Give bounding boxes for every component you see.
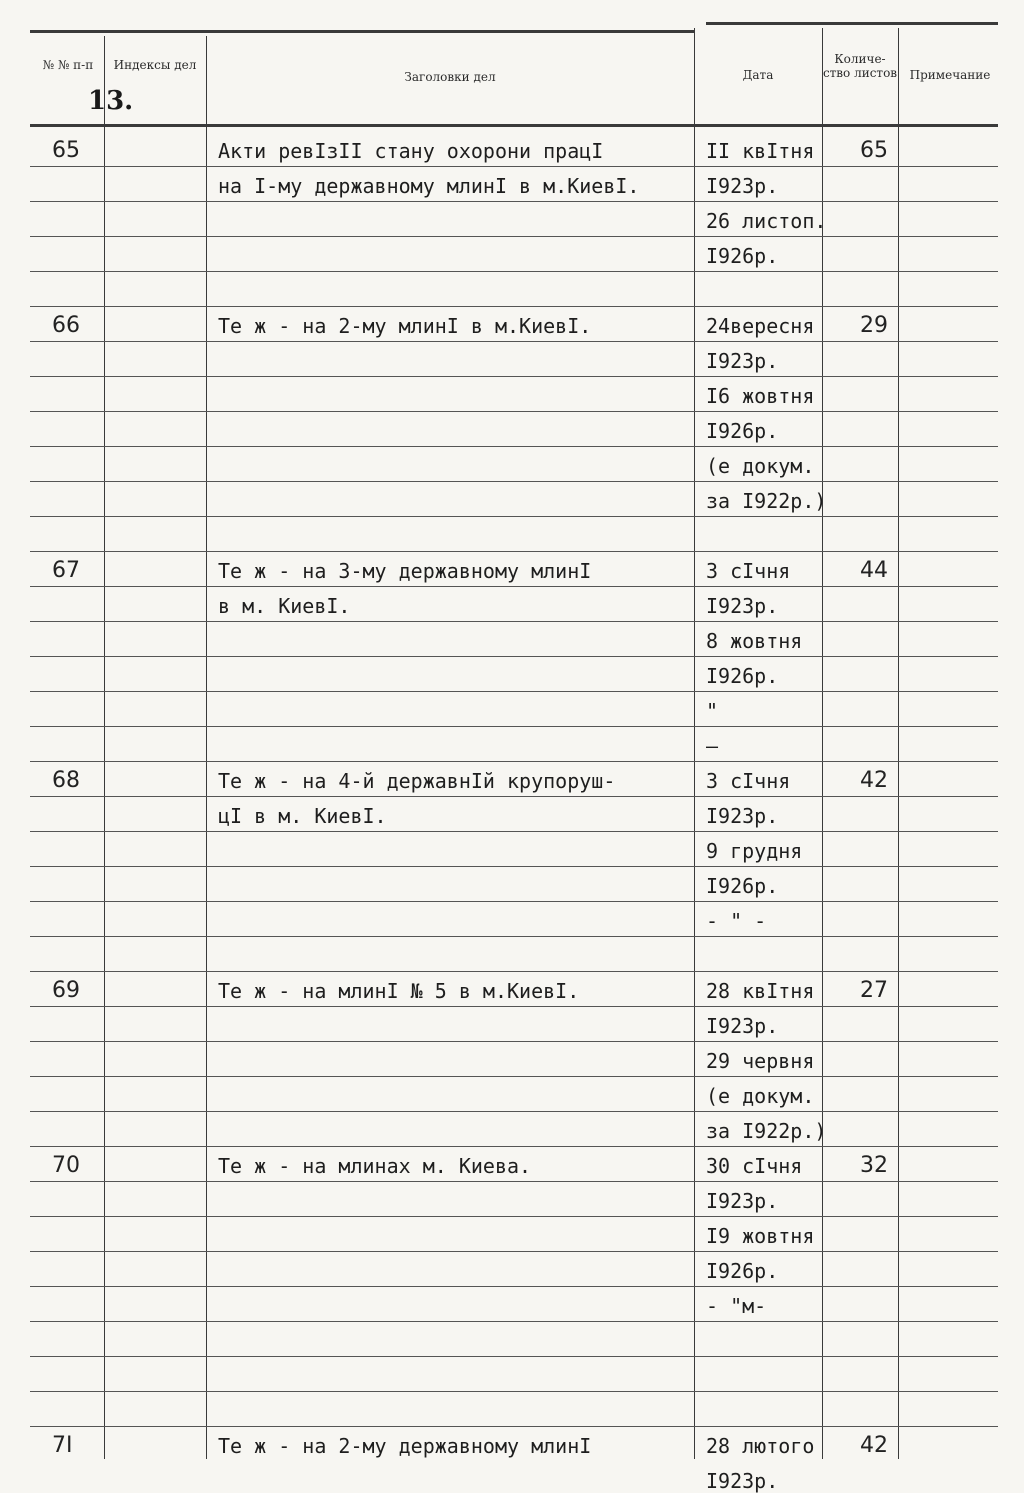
ruled-line (30, 376, 998, 377)
record-date-line: І923р. (706, 804, 779, 828)
ruled-line (30, 411, 998, 412)
record-date-line: (е докум. (706, 1084, 815, 1108)
record-date-line: І923р. (706, 174, 779, 198)
record-date-line: 8 жовтня (706, 629, 803, 653)
ruled-line (30, 1006, 998, 1007)
record-date-line: І923р. (706, 1469, 779, 1493)
ruled-line (30, 446, 998, 447)
record-number: 69 (52, 978, 80, 1003)
record-date-line: - "м- (706, 1294, 767, 1318)
ruled-line (30, 1041, 998, 1042)
record-title-line: Те ж - на млинІ № 5 в м.КиевІ. (218, 979, 580, 1003)
ruled-line (30, 656, 998, 657)
ruled-line (30, 481, 998, 482)
record-date-line: за І922р.) (706, 1119, 827, 1143)
ruled-line (30, 551, 998, 552)
header-notes: Примечание (909, 68, 991, 82)
record-sheet-count: 29 (860, 313, 888, 338)
record-date-line: — (706, 734, 719, 758)
record-title-line: на І-му державному млинІ в м.КиевІ. (218, 174, 640, 198)
record-date-line: 26 листоп. (706, 209, 827, 233)
record-sheet-count: 42 (860, 1433, 888, 1458)
record-title-line: в м. КиевІ. (218, 594, 351, 618)
header-title: Заголовки дел (404, 70, 496, 84)
ruled-line (30, 1391, 998, 1392)
top-rule-right (706, 22, 998, 25)
record-date-line: 30 сІчня (706, 1154, 803, 1178)
ruled-line (30, 831, 998, 832)
record-date-line: " (706, 699, 719, 723)
ruled-line (30, 936, 998, 937)
record-number: 67 (52, 558, 80, 583)
record-sheet-count: 65 (860, 138, 888, 163)
ruled-line (30, 621, 998, 622)
record-title-line: Те ж - на 2-му державному млинІ (218, 1434, 592, 1458)
ruled-line (30, 866, 998, 867)
record-title-line: Те ж - на 3-му державному млинІ (218, 559, 592, 583)
header-index: Индексы дел (113, 58, 197, 72)
header-bottom-rule (30, 124, 998, 127)
record-date-line: 9 грудня (706, 839, 803, 863)
ruled-line (30, 901, 998, 902)
record-date-line: І926р. (706, 1259, 779, 1283)
record-title-line: Те ж - на 2-му млинІ в м.КиевІ. (218, 314, 592, 338)
header-num: № № п-п (42, 58, 94, 72)
ruled-line (30, 796, 998, 797)
ruled-line (30, 691, 998, 692)
ruled-line (30, 1356, 998, 1357)
top-rule-left (30, 30, 694, 33)
record-date-line: І926р. (706, 419, 779, 443)
col-divider-1 (104, 36, 105, 1459)
header-date: Дата (742, 68, 774, 82)
ruled-line (30, 1216, 998, 1217)
record-date-line: І926р. (706, 244, 779, 268)
ruled-line (30, 971, 998, 972)
col-divider-5 (898, 28, 899, 1459)
col-divider-2 (206, 36, 207, 1459)
record-date-line: ІІ квІтня (706, 139, 815, 163)
header-sheet-count: Количе- ство листов (822, 52, 898, 80)
record-date-line: 28 квІтня (706, 979, 815, 1003)
ruled-line (30, 306, 998, 307)
record-number: 70 (52, 1153, 80, 1178)
ruled-line (30, 1111, 998, 1112)
ruled-line (30, 1146, 998, 1147)
record-date-line: І9 жовтня (706, 1224, 815, 1248)
record-sheet-count: 32 (860, 1153, 888, 1178)
ruled-line (30, 1181, 998, 1182)
ruled-line (30, 341, 998, 342)
ruled-line (30, 1251, 998, 1252)
record-date-line: 24вересня (706, 314, 815, 338)
col-divider-3 (694, 28, 695, 1459)
ruled-line (30, 761, 998, 762)
record-sheet-count: 27 (860, 978, 888, 1003)
record-number: 68 (52, 768, 80, 793)
record-number: 66 (52, 313, 80, 338)
record-date-line: 29 червня (706, 1049, 815, 1073)
record-date-line: І923р. (706, 1189, 779, 1213)
ruled-line (30, 1321, 998, 1322)
record-date-line: І923р. (706, 349, 779, 373)
ruled-line (30, 516, 998, 517)
record-number: 65 (52, 138, 80, 163)
record-date-line: І6 жовтня (706, 384, 815, 408)
record-date-line: І923р. (706, 594, 779, 618)
record-date-line: за І922р.) (706, 489, 827, 513)
record-sheet-count: 44 (860, 558, 888, 583)
ruled-line (30, 236, 998, 237)
record-date-line: (е докум. (706, 454, 815, 478)
ruled-line (30, 1286, 998, 1287)
record-date-line: 3 сІчня (706, 769, 791, 793)
record-date-line: 3 сІчня (706, 559, 791, 583)
col-divider-4 (822, 28, 823, 1459)
record-date-line: І926р. (706, 874, 779, 898)
ruled-line (30, 166, 998, 167)
record-title-line: Те ж - на млинах м. Киева. (218, 1154, 532, 1178)
handwritten-index-mark: 13. (88, 86, 134, 116)
ruled-line (30, 726, 998, 727)
record-sheet-count: 42 (860, 768, 888, 793)
record-date-line: І923р. (706, 1014, 779, 1038)
record-title-line: Акти ревІзІІ стану охорони працІ (218, 139, 604, 163)
ruled-line (30, 586, 998, 587)
record-title-line: цІ в м. КиевІ. (218, 804, 387, 828)
ruled-line (30, 201, 998, 202)
ruled-line (30, 1076, 998, 1077)
record-date-line: - " - (706, 909, 767, 933)
ruled-line (30, 1426, 998, 1427)
ruled-line (30, 271, 998, 272)
record-date-line: 28 лютого (706, 1434, 815, 1458)
record-date-line: І926р. (706, 664, 779, 688)
record-title-line: Те ж - на 4-й державнІй крупоруш- (218, 769, 616, 793)
record-number: 7І (52, 1433, 73, 1458)
